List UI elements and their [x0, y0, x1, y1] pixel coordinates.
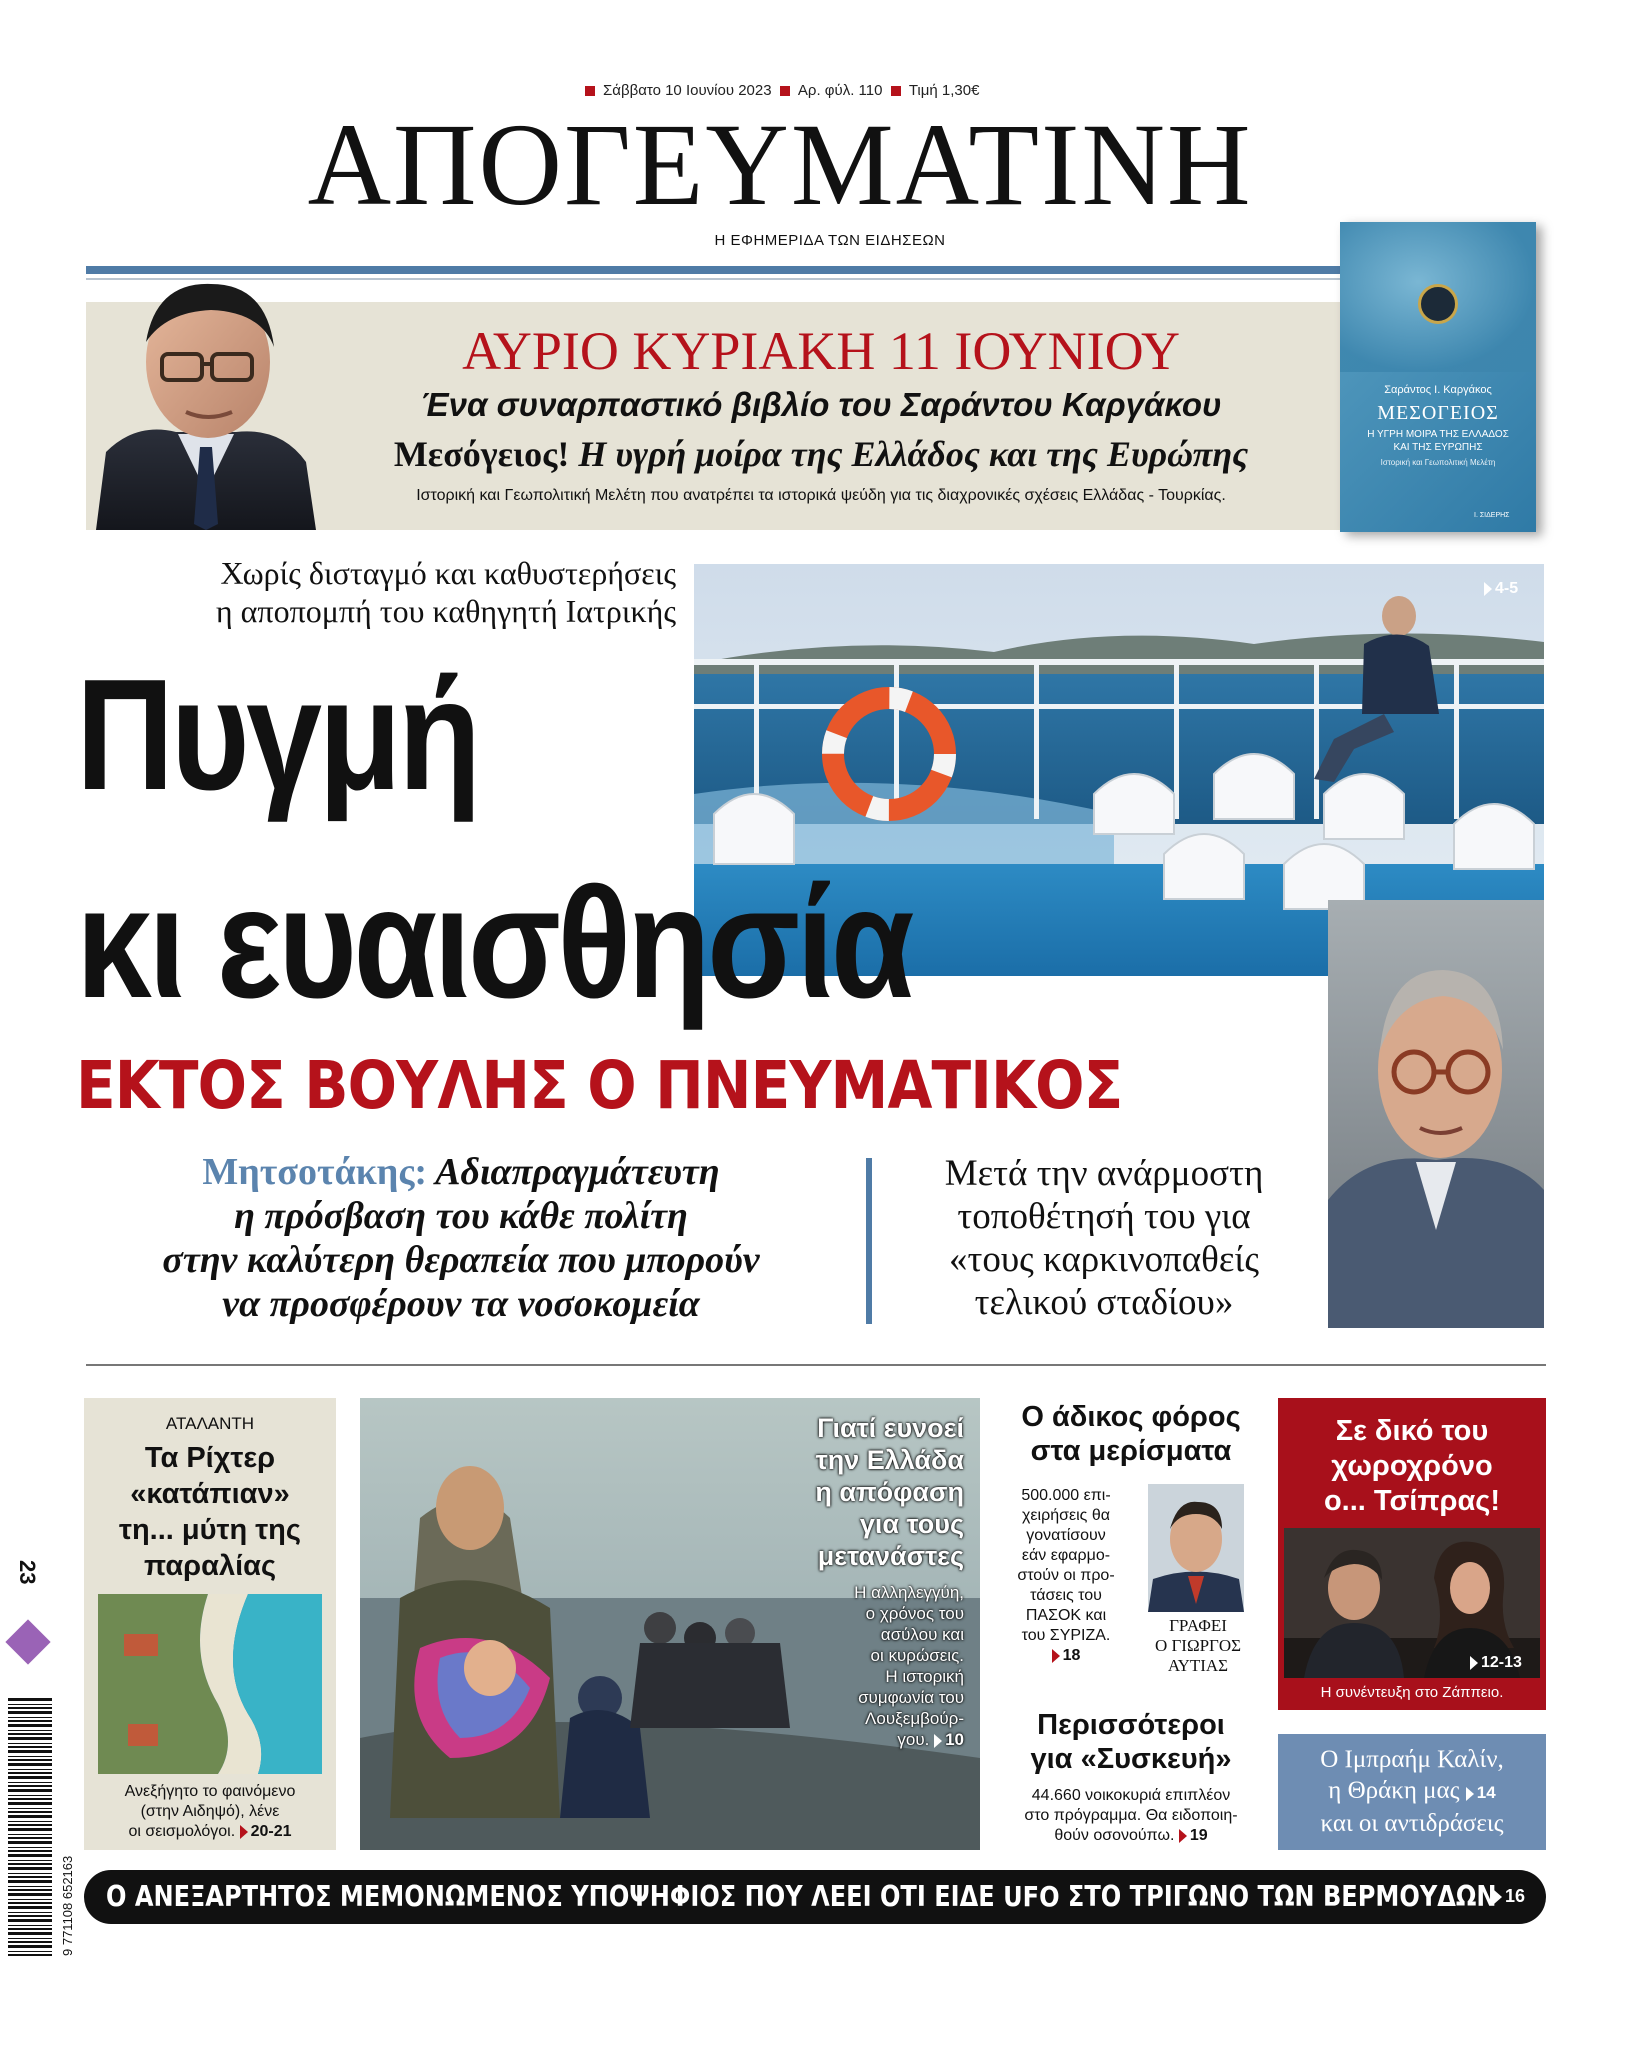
quote-line2: η πρόσβαση του κάθε πολίτη [234, 1195, 688, 1237]
tax-body-7: ΠΑΣΟΚ και [1025, 1607, 1107, 1624]
appliance-body-2: στο πρόγραμμα. Θα ειδοποιη- [1024, 1807, 1238, 1824]
dateline [585, 82, 1085, 99]
quote-line3: στην καλύτερη θεραπεία που μπορούν [162, 1239, 760, 1281]
quote-name: Μητσοτάκης: [202, 1151, 428, 1193]
kalin-page-ref[interactable]: 14 [1476, 1783, 1496, 1802]
quote-line1: Αδιαπραγμάτευτη [435, 1151, 720, 1193]
atalanti-kicker: ΑΤΑΛΑΝΤΗ [165, 1414, 255, 1433]
tax-byline-2: Ο ΓΙΩΡΓΟΣ [1154, 1636, 1242, 1655]
atalanti-title [84, 1440, 336, 1584]
book-title: ΜΕΣΟΓΕΙΟΣ [1377, 402, 1499, 424]
lead-side-text [884, 1152, 1324, 1324]
migrants-title-5: μετανάστες [817, 1541, 964, 1571]
migrants-page-ref[interactable]: 10 [945, 1730, 964, 1749]
atalanti-caption-3: οι σεισμολόγοι. [128, 1823, 236, 1840]
quote-line4: να προσφέρουν τα νοσοκομεία [222, 1283, 700, 1325]
tax-body-6: τάσεις του [1030, 1587, 1102, 1604]
tax-byline-3: ΑΥΤΙΑΣ [1167, 1656, 1229, 1675]
masthead-subtitle: Η ΕΦΗΜΕΡΙΔΑ ΤΩΝ ΕΙΔΗΣΕΩΝ [714, 232, 946, 249]
tax-byline [1130, 1616, 1266, 1676]
migrants-body-4: οι κυρώσεις. [870, 1646, 964, 1665]
diamond-marker [5, 1619, 50, 1664]
migrants-body-2: ο χρόνος του [865, 1604, 964, 1623]
migrants-title-4: για τους [859, 1509, 964, 1539]
migrants-body-7: Λουξεμβούρ- [865, 1709, 964, 1728]
migrants-body-8: γου. [897, 1730, 930, 1749]
promo-headline: ΑΥΡΙΟ ΚΥΡΙΑΚΗ 11 ΙΟΥΝΙΟΥ [462, 321, 1180, 381]
tsipras-page-ref[interactable] [1470, 1654, 1522, 1672]
kalin-text [1278, 1744, 1546, 1839]
book-publisher: Ι. ΣΙΔΕΡΗΣ [1474, 512, 1510, 519]
book-small: Ιστορική και Γεωπολιτική Μελέτη [1380, 458, 1496, 467]
kalin-line-3: και οι αντιδράσεις [1320, 1810, 1504, 1837]
migrants-body-3: ασύλου και [880, 1625, 964, 1644]
promo-line3-prefix: Μεσόγειος! [393, 434, 570, 474]
migrants-title-2: την Ελλάδα [815, 1445, 964, 1475]
book-subtitle: Η ΥΓΡΗ ΜΟΙΡΑ ΤΗΣ ΕΛΛΑΔΟΣ ΚΑΙ ΤΗΣ ΕΥΡΩΠΗΣ [1367, 429, 1509, 453]
lead-kicker-line1: Χωρίς δισταγμό και καθυστερήσεις [220, 555, 676, 591]
atalanti-title-3: τη... μύτη της [119, 1514, 301, 1546]
lead-headline-line1[interactable]: Πυγμή [76, 647, 478, 823]
tsipras-title-2: χωροχρόνο [1331, 1450, 1493, 1482]
appliance-page-ref[interactable]: 19 [1189, 1827, 1208, 1844]
side-line1: Μετά την ανάρμοστη [944, 1153, 1264, 1194]
atalanti-page-ref[interactable]: 20-21 [250, 1823, 292, 1840]
section-rule [86, 1364, 1546, 1366]
migrants-body [790, 1582, 964, 1750]
tsipras-page-ref-label: 12-13 [1481, 1654, 1522, 1671]
tax-body-4: εάν εφαρμο- [1021, 1547, 1111, 1564]
columnist-portrait [1148, 1484, 1244, 1612]
lead-subhead: ΕΚΤΟΣ ΒΟΥΛΗΣ Ο ΠΝΕΥΜΑΤΙΚΟΣ [76, 1047, 1123, 1124]
appliance-body-3: θούν οσονούπω. [1054, 1827, 1175, 1844]
quote-divider [866, 1158, 872, 1324]
atalanti-caption-1: Ανεξήγητο το φαινόμενο [124, 1783, 296, 1800]
appliance-body-1: 44.660 νοικοκυριά επιπλέον [1031, 1787, 1231, 1804]
tax-byline-1: ΓΡΑΦΕΙ [1169, 1616, 1227, 1635]
tsipras-title-1: Σε δικό του [1335, 1415, 1489, 1447]
migrants-title-3: η απόφαση [815, 1477, 964, 1507]
promo-line4: Ιστορική και Γεωπολιτική Μελέτη που ανατρέπει τα ιστορικά ψεύδη για τις διαχρονικές σχέσεις Ελλάδας - Τουρκίας. [416, 487, 1226, 504]
lead-page-ref[interactable] [1484, 580, 1518, 598]
promo-line3-italic: Η υγρή μοίρα της Ελλάδος και της Ευρώπης [578, 434, 1249, 474]
beach-aerial-photo [98, 1594, 322, 1774]
compass-icon [1418, 284, 1458, 324]
migrants-title-1: Γιατί ευνοεί [817, 1413, 964, 1443]
kalin-line-2: η Θράκη μας [1328, 1777, 1460, 1804]
appliance-title-2: για «Συσκευή» [1030, 1743, 1232, 1775]
side-line2: τοποθέτησή του για [957, 1196, 1251, 1237]
tax-title-2: στα μερίσματα [1030, 1435, 1232, 1467]
dateline-date: Σάββατο 10 Ιουνίου 2023 [603, 82, 772, 99]
promo-line2: Ένα συναρπαστικό βιβλίο του Σαράντου Καργάκου [420, 386, 1222, 423]
masthead-title: ΑΠΟΓΕΥΜΑΤΙΝΗ [307, 99, 1253, 230]
tsipras-caption: Η συνέντευξη στο Ζάππειο. [1320, 1684, 1504, 1701]
footer-page-ref-label: 16 [1505, 1886, 1526, 1906]
tax-body-5: στούν οι προ- [1017, 1567, 1115, 1584]
appliance-body [996, 1786, 1266, 1846]
politician-portrait [1328, 900, 1544, 1328]
barcode [8, 1696, 52, 1956]
lead-kicker-line2: η αποπομπή του καθηγητή Ιατρικής [215, 593, 676, 629]
tax-body-8: του ΣΥΡΙΖΑ. [1021, 1627, 1111, 1644]
lead-page-ref-label: 4-5 [1495, 580, 1519, 597]
tax-title [996, 1400, 1266, 1468]
book-cover[interactable] [1340, 222, 1536, 532]
tax-body-2: χειρήσεις θα [1022, 1507, 1110, 1524]
tax-body-3: γονατίσουν [1026, 1527, 1106, 1544]
atalanti-caption-2: (στην Αιδηψό), λένε [140, 1803, 280, 1820]
tax-title-1: Ο άδικος φόρος [1021, 1401, 1241, 1433]
migrants-body-1: Η αλληλεγγύη, [854, 1583, 964, 1602]
tsipras-title-3: ο... Τσίπρας! [1323, 1485, 1501, 1517]
dateline-issue: Αρ. φύλ. 110 [797, 82, 883, 99]
lead-kicker [86, 554, 676, 630]
migrants-body-6: συμφωνία του [858, 1688, 964, 1707]
tax-page-ref[interactable]: 18 [1062, 1647, 1081, 1664]
atalanti-title-4: παραλίας [143, 1550, 277, 1582]
tax-body [996, 1486, 1136, 1666]
migrants-title [720, 1412, 964, 1572]
book-author: Σαράντος Ι. Καργάκος [1384, 384, 1492, 396]
footer-text: Ο ΑΝΕΞΑΡΤΗΤΟΣ ΜΕΜΟΝΩΜΕΝΟΣ ΥΠΟΨΗΦΙΟΣ ΠΟΥ ΛΕΕΙ ΟΤΙ ΕΙΔΕ UFO ΣΤΟ ΤΡΙΓΩΝΟ ΤΩΝ ΒΕΡΜΟΥΔΩΝ [106, 1880, 1497, 1913]
promo-line3 [316, 434, 1326, 474]
side-line3: «τους καρκινοπαθείς [948, 1239, 1260, 1280]
atalanti-title-1: Τα Ρίχτερ [144, 1442, 276, 1474]
page-number: 23 [15, 1560, 40, 1585]
atalanti-caption [84, 1782, 336, 1842]
migrants-body-5: Η ιστορική [885, 1667, 964, 1686]
lead-quote [76, 1150, 846, 1326]
barcode-digits: 9 771108 652163 [60, 1855, 75, 1956]
kalin-line-1: Ο Ιμπραήμ Καλίν, [1320, 1746, 1504, 1773]
footer-page-ref[interactable] [1494, 1886, 1525, 1907]
author-portrait [96, 262, 316, 530]
appliance-title-1: Περισσότεροι [1037, 1709, 1225, 1741]
appliance-title [996, 1708, 1266, 1776]
tax-body-1: 500.000 επι- [1021, 1487, 1111, 1504]
side-line4: τελικού σταδίου» [974, 1282, 1234, 1323]
atalanti-title-2: «κατάπιαν» [130, 1478, 290, 1510]
dateline-price: Τιμή 1,30€ [908, 82, 980, 99]
tsipras-title [1278, 1414, 1546, 1519]
lead-headline-line2[interactable]: κι ευαισθησία [76, 855, 912, 1031]
